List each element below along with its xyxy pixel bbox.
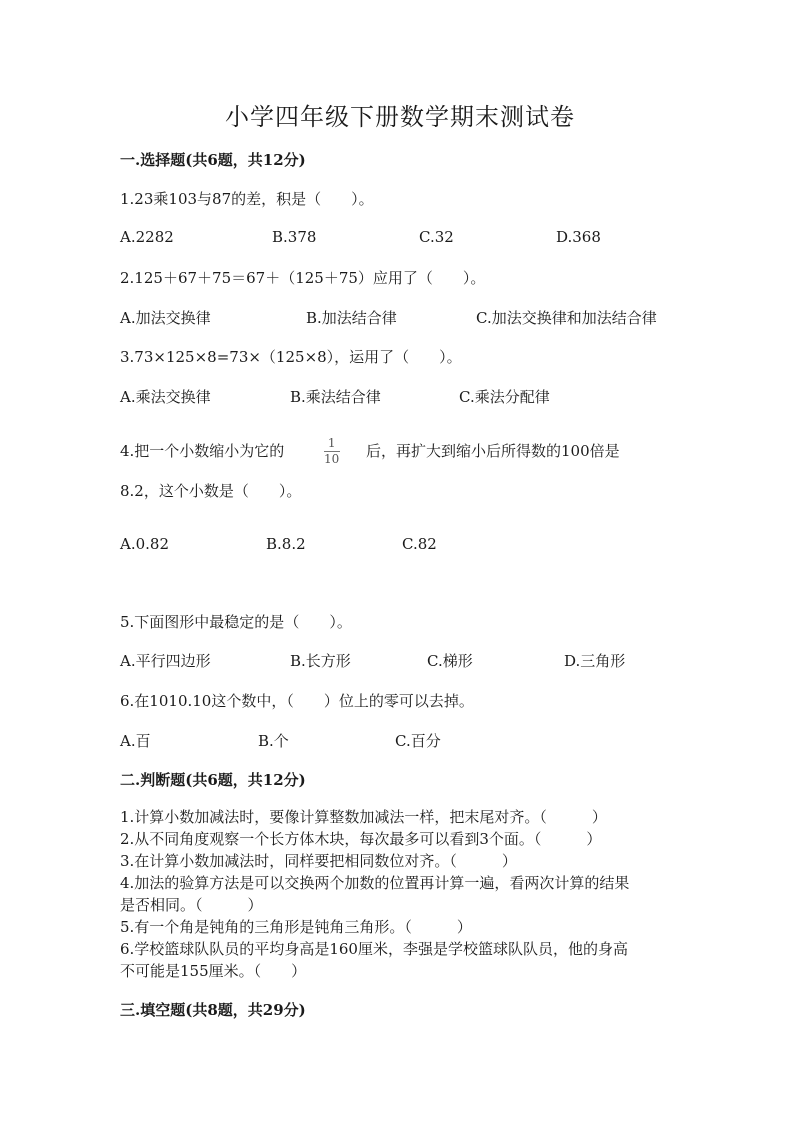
fraction-denominator: 10 xyxy=(324,452,340,467)
judge-item-4-line-2: 是否相同。（ ） xyxy=(120,896,263,914)
question-4-part-c: 8.2，这个小数是（ ）。 xyxy=(120,482,302,500)
q4-option-c[interactable]: C.82 xyxy=(402,535,437,553)
q4-option-b[interactable]: B.8.2 xyxy=(266,535,306,553)
q1-option-b[interactable]: B.378 xyxy=(272,228,317,246)
section-heading-judge: 二.判断题(共6题，共12分) xyxy=(120,771,306,789)
q4-option-a[interactable]: A.0.82 xyxy=(120,535,169,553)
q6-option-c[interactable]: C.百分 xyxy=(395,732,441,750)
q3-option-b[interactable]: B.乘法结合律 xyxy=(290,388,381,406)
question-6: 6.在1010.10这个数中，（ ）位上的零可以去掉。 xyxy=(120,692,474,710)
question-4-part-b: 后，再扩大到缩小后所得数的100倍是 xyxy=(366,442,620,460)
q2-option-b[interactable]: B.加法结合律 xyxy=(306,309,397,327)
q1-option-a[interactable]: A.2282 xyxy=(120,228,174,246)
judge-item-2: 2.从不同角度观察一个长方体木块，每次最多可以看到3个面。（ ） xyxy=(120,830,602,848)
q3-option-c[interactable]: C.乘法分配律 xyxy=(459,388,550,406)
section-heading-fill: 三.填空题(共8题，共29分) xyxy=(120,1001,306,1019)
question-4-part-a: 4.把一个小数缩小为它的 xyxy=(120,442,285,460)
q5-option-d[interactable]: D.三角形 xyxy=(564,652,626,670)
q2-option-c[interactable]: C.加法交换律和加法结合律 xyxy=(476,309,657,327)
q6-option-b[interactable]: B.个 xyxy=(258,732,289,750)
question-1: 1.23乘103与87的差，积是（ ）。 xyxy=(120,190,374,208)
section-heading-choice: 一.选择题(共6题，共12分) xyxy=(120,151,306,169)
question-3: 3.73×125×8=73×（125×8），运用了（ ）。 xyxy=(120,348,462,366)
q6-option-a[interactable]: A.百 xyxy=(120,732,151,750)
fraction-one-tenth xyxy=(322,432,341,466)
q3-option-a[interactable]: A.乘法交换律 xyxy=(120,388,211,406)
judge-item-3: 3.在计算小数加减法时，同样要把相同数位对齐。（ ） xyxy=(120,852,517,870)
q1-option-d[interactable]: D.368 xyxy=(556,228,601,246)
judge-item-5: 5.有一个角是钝角的三角形是钝角三角形。（ ） xyxy=(120,918,472,936)
question-5: 5.下面图形中最稳定的是（ ）。 xyxy=(120,613,352,631)
fraction-numerator: 1 xyxy=(327,436,336,450)
q5-option-c[interactable]: C.梯形 xyxy=(427,652,473,670)
page-title: 小学四年级下册数学期末测试卷 xyxy=(225,103,575,131)
q1-option-c[interactable]: C.32 xyxy=(419,228,454,246)
q5-option-b[interactable]: B.长方形 xyxy=(290,652,351,670)
judge-item-6-line-2: 不可能是155厘米。（ ） xyxy=(120,962,307,980)
q2-option-a[interactable]: A.加法交换律 xyxy=(120,309,211,327)
judge-item-6-line-1: 6.学校篮球队队员的平均身高是160厘米，李强是学校篮球队队员，他的身高 xyxy=(120,940,628,958)
q5-option-a[interactable]: A.平行四边形 xyxy=(120,652,211,670)
question-2: 2.125＋67＋75＝67＋（125＋75）应用了（ ）。 xyxy=(120,269,486,287)
judge-item-1: 1.计算小数加减法时，要像计算整数加减法一样，把末尾对齐。（ ） xyxy=(120,808,607,826)
judge-item-4-line-1: 4.加法的验算方法是可以交换两个加数的位置再计算一遍，看两次计算的结果 xyxy=(120,874,630,892)
